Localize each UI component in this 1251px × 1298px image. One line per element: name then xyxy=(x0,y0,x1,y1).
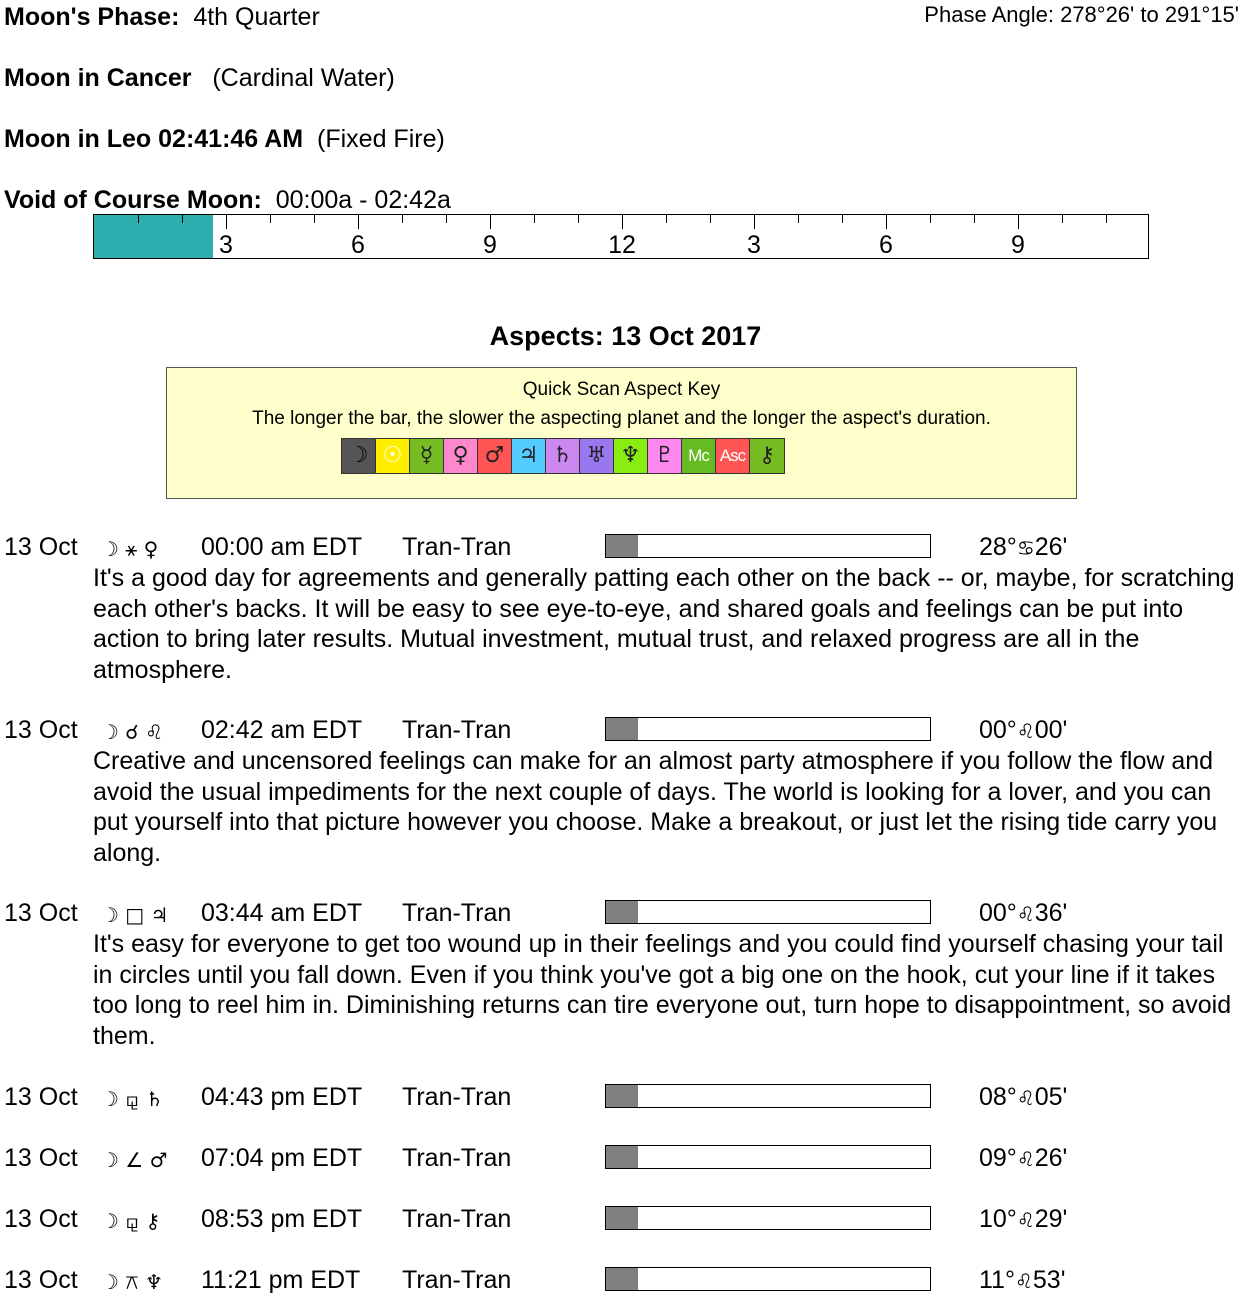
aspect-position-minutes: 05' xyxy=(1034,1083,1068,1111)
aspect-duration-fill xyxy=(606,1268,638,1290)
timeline-tick xyxy=(314,215,315,223)
aspect-position-degrees: 08° xyxy=(979,1083,1017,1111)
moon-phase-value: 4th Quarter xyxy=(193,3,320,31)
aspect-position xyxy=(979,1082,1067,1113)
aspect-type: Tran-Tran xyxy=(402,716,512,744)
aspect-position-degrees: 00° xyxy=(979,716,1017,744)
timeline-tick xyxy=(490,215,491,229)
aspect-position xyxy=(979,1265,1065,1296)
key-swatch-uranus-icon: ♅ xyxy=(580,439,614,473)
timeline-tick xyxy=(446,215,447,223)
key-swatch-venus-icon: ♀ xyxy=(444,439,478,473)
moon-ingress-element: (Fixed Fire) xyxy=(317,125,445,153)
timeline-tick xyxy=(1062,215,1063,223)
moon-sign-element: (Cardinal Water) xyxy=(212,64,395,92)
aspect-position xyxy=(979,1204,1067,1235)
aspect-type: Tran-Tran xyxy=(402,1144,512,1172)
aspect-key-description: The longer the bar, the slower the aspecting planet and the longer the aspect's duration. xyxy=(252,408,991,429)
aspect-position xyxy=(979,1143,1067,1174)
key-swatch-mercury-icon: ☿ xyxy=(410,439,444,473)
timeline-hour-label: 9 xyxy=(483,231,497,259)
timeline-tick xyxy=(402,215,403,223)
aspect-date: 13 Oct xyxy=(4,1083,78,1111)
aspect-time: 08:53 pm EDT xyxy=(201,1205,363,1233)
aspect-type: Tran-Tran xyxy=(402,899,512,927)
timeline-tick xyxy=(798,215,799,223)
aspect-interpretation: It's easy for everyone to get too wound up in their feelings and you could find yourself chasing your tail in circles until you fall down. Even if you think you've got a big one on the hook, cut your line if it takes too long to reel him in. Diminishing returns can tire everyone out, turn hope to disappointment, so avoid them. xyxy=(93,930,1232,1050)
key-swatch-ascendant-icon: Asc xyxy=(716,439,750,473)
void-of-course-fill xyxy=(94,215,213,258)
zodiac-sign-icon: ♌ xyxy=(1016,1208,1035,1232)
aspect-duration-bar xyxy=(605,534,931,558)
aspect-glyphs: ☽ ∠ ♂ xyxy=(101,1148,168,1172)
aspect-duration-bar xyxy=(605,1206,931,1230)
timeline-tick xyxy=(622,215,623,229)
moon-sign-line xyxy=(4,63,395,93)
timeline-tick xyxy=(1018,215,1019,229)
timeline-hour-label: 12 xyxy=(608,231,636,259)
aspect-duration-fill xyxy=(606,1085,638,1107)
timeline-tick xyxy=(534,215,535,223)
phase-angle: Phase Angle: 278°26' to 291°15' xyxy=(924,2,1239,27)
aspect-position xyxy=(979,898,1067,929)
key-swatch-saturn-icon: ♄ xyxy=(546,439,580,473)
aspect-duration-fill xyxy=(606,1146,638,1168)
aspect-type: Tran-Tran xyxy=(402,533,512,561)
timeline-tick xyxy=(666,215,667,223)
aspect-date: 13 Oct xyxy=(4,1205,78,1233)
timeline-tick xyxy=(754,215,755,229)
aspect-time: 04:43 pm EDT xyxy=(201,1083,363,1111)
aspect-duration-fill xyxy=(606,718,638,740)
aspect-position-degrees: 11° xyxy=(979,1266,1015,1294)
moon-ingress-label: Moon in Leo 02:41:46 AM xyxy=(4,125,304,153)
key-swatch-chiron-icon: ⚷ xyxy=(750,439,784,473)
timeline-hour-label: 3 xyxy=(747,231,761,259)
timeline-tick xyxy=(974,215,975,223)
aspect-position-degrees: 00° xyxy=(979,899,1017,927)
timeline-hour-label: 6 xyxy=(879,231,893,259)
key-swatch-pluto-icon: ♇ xyxy=(648,439,682,473)
aspect-glyphs: ☽ ⚼ ♄ xyxy=(101,1087,164,1111)
zodiac-sign-icon: ♋ xyxy=(1016,536,1035,560)
timeline-tick xyxy=(1106,215,1107,223)
aspect-time: 03:44 am EDT xyxy=(201,899,363,927)
aspect-date: 13 Oct xyxy=(4,716,78,744)
zodiac-sign-icon: ♌ xyxy=(1016,1147,1035,1171)
key-swatch-jupiter-icon: ♃ xyxy=(512,439,546,473)
aspect-position-degrees: 10° xyxy=(979,1205,1017,1233)
aspect-key-title: Quick Scan Aspect Key xyxy=(522,379,721,400)
aspect-glyphs: ☽ ⚹ ♀ xyxy=(101,537,159,561)
aspect-position xyxy=(979,532,1067,563)
void-of-course-line xyxy=(4,185,451,215)
timeline-hour-label: 6 xyxy=(351,231,365,259)
aspect-glyphs: ☽ ☌ ♌ xyxy=(101,720,164,744)
zodiac-sign-icon: ♌ xyxy=(1016,902,1035,926)
key-swatch-moon-icon: ☽ xyxy=(342,439,376,473)
aspect-position-minutes: 00' xyxy=(1034,716,1068,744)
aspect-position-degrees: 28° xyxy=(979,533,1017,561)
aspect-glyphs: ☽ ⚼ ⚷ xyxy=(101,1209,161,1233)
zodiac-sign-icon: ♌ xyxy=(1016,1086,1035,1110)
moon-sign-label: Moon in Cancer xyxy=(4,64,192,92)
aspect-position-minutes: 36' xyxy=(1034,899,1068,927)
aspect-duration-fill xyxy=(606,1207,638,1229)
timeline-tick xyxy=(358,215,359,229)
void-of-course-timeline xyxy=(93,214,1149,259)
timeline-tick xyxy=(138,215,139,223)
zodiac-sign-icon: ♌ xyxy=(1016,719,1035,743)
aspect-date: 13 Oct xyxy=(4,1266,78,1294)
aspect-duration-bar xyxy=(605,717,931,741)
moon-phase-label: Moon's Phase: xyxy=(4,3,180,31)
aspect-position-minutes: 53' xyxy=(1032,1266,1066,1294)
aspect-date: 13 Oct xyxy=(4,1144,78,1172)
aspect-interpretation: It's a good day for agreements and generally patting each other on the back -- or, maybe, for scratching each other's backs. It will be easy to see eye-to-eye, and shared goals and feelings can be put into action to bring later results. Mutual investment, mutual trust, and relaxed progress are all in the atmosphere. xyxy=(93,564,1235,684)
key-swatch-midheaven-icon: Mc xyxy=(682,439,716,473)
timeline-hour-label: 3 xyxy=(219,231,233,259)
aspect-time: 11:21 pm EDT xyxy=(201,1266,361,1294)
aspect-time: 07:04 pm EDT xyxy=(201,1144,363,1172)
key-swatch-sun-icon: ☉ xyxy=(376,439,410,473)
aspect-duration-fill xyxy=(606,535,638,557)
aspect-glyphs: ☽ ⚻ ♆ xyxy=(101,1270,163,1294)
aspect-duration-bar xyxy=(605,900,931,924)
aspect-position-minutes: 26' xyxy=(1034,1144,1068,1172)
aspect-date: 13 Oct xyxy=(4,899,78,927)
aspect-duration-fill xyxy=(606,901,638,923)
aspect-position xyxy=(979,715,1067,746)
moon-phase-line xyxy=(4,2,320,32)
timeline-tick xyxy=(182,215,183,223)
aspect-time: 00:00 am EDT xyxy=(201,533,363,561)
timeline-tick xyxy=(842,215,843,223)
aspects-title: Aspects: 13 Oct 2017 xyxy=(489,321,762,351)
moon-ingress-line xyxy=(4,124,445,154)
aspect-glyphs: ☽ □ ♃ xyxy=(101,903,169,927)
timeline-tick xyxy=(578,215,579,223)
aspect-interpretation: Creative and uncensored feelings can make for an almost party atmosphere if you follow the flow and avoid the usual impediments for the next couple of days. The world is looking for a lover, and you can put yourself into that picture however you choose. Make a breakout, or just let the rising tide carry you along. xyxy=(93,747,1218,867)
timeline-hour-label: 9 xyxy=(1011,231,1025,259)
aspect-position-degrees: 09° xyxy=(979,1144,1017,1172)
aspect-position-minutes: 29' xyxy=(1034,1205,1068,1233)
aspect-position-minutes: 26' xyxy=(1034,533,1068,561)
aspect-duration-bar xyxy=(605,1084,931,1108)
aspect-type: Tran-Tran xyxy=(402,1266,512,1294)
aspect-date: 13 Oct xyxy=(4,533,78,561)
timeline-tick xyxy=(930,215,931,223)
aspect-duration-bar xyxy=(605,1267,931,1291)
voc-value: 00:00a - 02:42a xyxy=(275,186,451,214)
key-swatch-neptune-icon: ♆ xyxy=(614,439,648,473)
voc-label: Void of Course Moon: xyxy=(4,186,262,214)
aspect-key-swatches xyxy=(341,438,785,474)
aspect-key-box xyxy=(166,367,1077,499)
aspect-type: Tran-Tran xyxy=(402,1205,512,1233)
timeline-tick xyxy=(886,215,887,229)
key-swatch-mars-icon: ♂ xyxy=(478,439,512,473)
aspect-time: 02:42 am EDT xyxy=(201,716,363,744)
aspect-type: Tran-Tran xyxy=(402,1083,512,1111)
aspect-duration-bar xyxy=(605,1145,931,1169)
zodiac-sign-icon: ♌ xyxy=(1014,1269,1033,1293)
timeline-tick xyxy=(226,215,227,229)
timeline-tick xyxy=(710,215,711,223)
timeline-tick xyxy=(270,215,271,223)
